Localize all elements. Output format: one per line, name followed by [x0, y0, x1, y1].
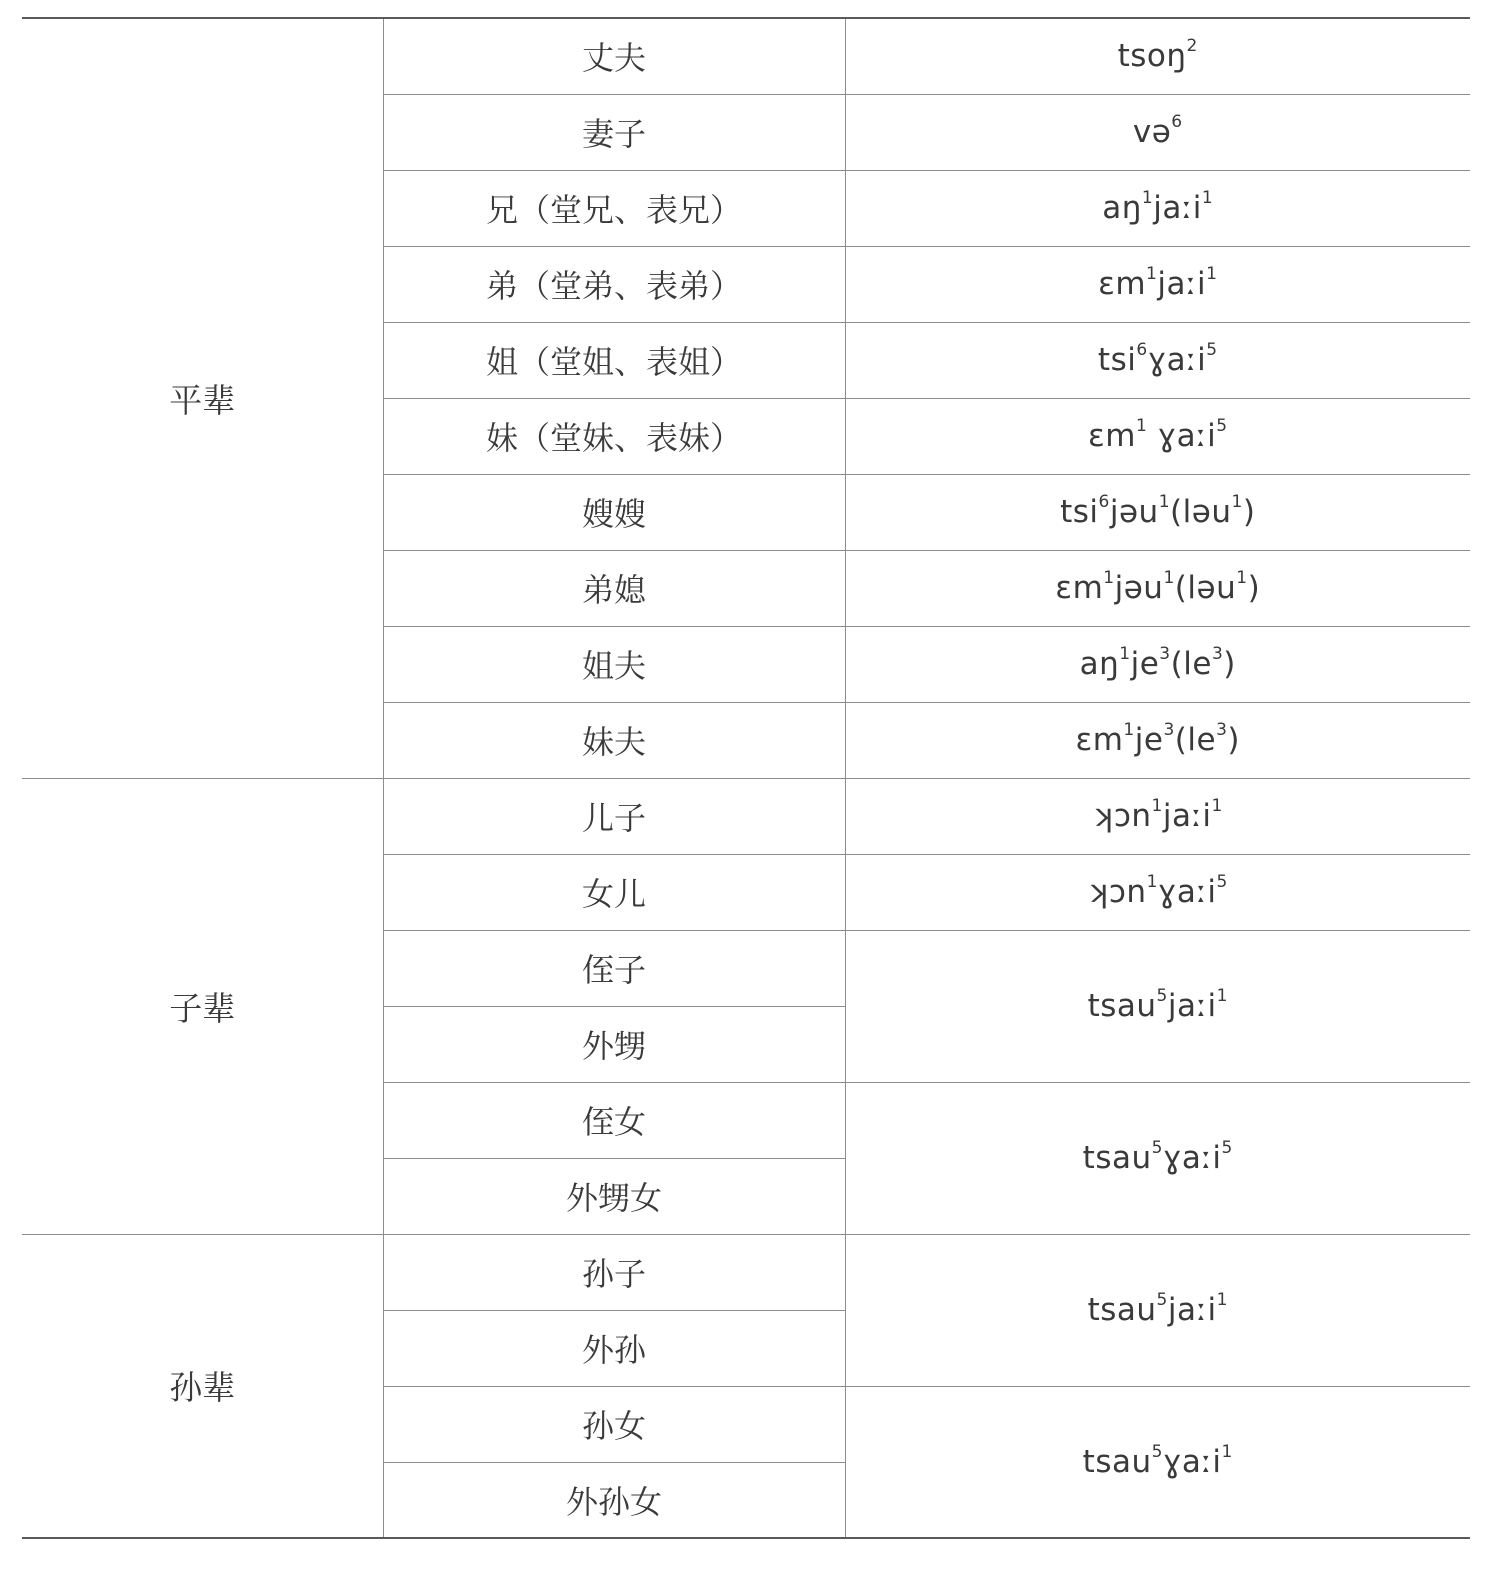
ipa-transcription: ʞɔn$^1$jaːi$^1$	[845, 778, 1470, 854]
ipa-transcription: tsau$^5$ɣaːi$^5$	[845, 1082, 1470, 1234]
kin-term: 侄子	[383, 930, 845, 1006]
kin-term: 外甥	[383, 1006, 845, 1082]
ipa-transcription: və$^6$	[845, 94, 1470, 170]
ipa-transcription: ɛm$^1$jaːi$^1$	[845, 246, 1470, 322]
kin-term: 嫂嫂	[383, 474, 845, 550]
kin-term: 姐（堂姐、表姐）	[383, 322, 845, 398]
kin-term: 外甥女	[383, 1158, 845, 1234]
ipa-transcription: tsau$^5$ɣaːi$^1$	[845, 1386, 1470, 1538]
kinship-table	[22, 17, 1470, 1539]
kin-term: 外孙女	[383, 1462, 845, 1538]
ipa-transcription: $aŋ^1jaːi^1$	[845, 170, 1470, 246]
kin-term: 妹夫	[383, 702, 845, 778]
generation-label: 孙辈	[22, 1234, 383, 1538]
kin-term: 丈夫	[383, 18, 845, 94]
generation-label: 平辈	[22, 18, 383, 778]
kin-term: 孙子	[383, 1234, 845, 1310]
kin-term: 儿子	[383, 778, 845, 854]
kin-term: 姐夫	[383, 626, 845, 702]
ipa-transcription: ɛm$^1$ ɣaːi$^5$	[845, 398, 1470, 474]
ipa-transcription: tsi$^6$jəu$^1$(ləu$^1$)	[845, 474, 1470, 550]
kin-term: 弟（堂弟、表弟）	[383, 246, 845, 322]
kin-term: 外孙	[383, 1310, 845, 1386]
ipa-transcription: $aŋ^1je^3(le^3)$	[845, 626, 1470, 702]
generation-label: 子辈	[22, 778, 383, 1234]
table-row	[22, 1234, 1470, 1310]
kin-term: 妻子	[383, 94, 845, 170]
ipa-transcription: ɛm$^1$jəu$^1$(ləu$^1$)	[845, 550, 1470, 626]
kin-term: 孙女	[383, 1386, 845, 1462]
ipa-transcription: $ɛm^1je^3(le^3)$	[845, 702, 1470, 778]
ipa-transcription: tsau$^5$jaːi$^1$	[845, 1234, 1470, 1386]
kin-term: 兄（堂兄、表兄）	[383, 170, 845, 246]
kin-term: 女儿	[383, 854, 845, 930]
table-row	[22, 18, 1470, 94]
ipa-transcription: tsau$^5$jaːi$^1$	[845, 930, 1470, 1082]
kin-term: 侄女	[383, 1082, 845, 1158]
table-row	[22, 778, 1470, 854]
ipa-transcription: ʞɔn$^1$ɣaːi$^5$	[845, 854, 1470, 930]
kin-term: 妹（堂妹、表妹）	[383, 398, 845, 474]
ipa-transcription: tsoŋ$^2$	[845, 18, 1470, 94]
ipa-transcription: tsi$^6$ɣaːi$^5$	[845, 322, 1470, 398]
kin-term: 弟媳	[383, 550, 845, 626]
